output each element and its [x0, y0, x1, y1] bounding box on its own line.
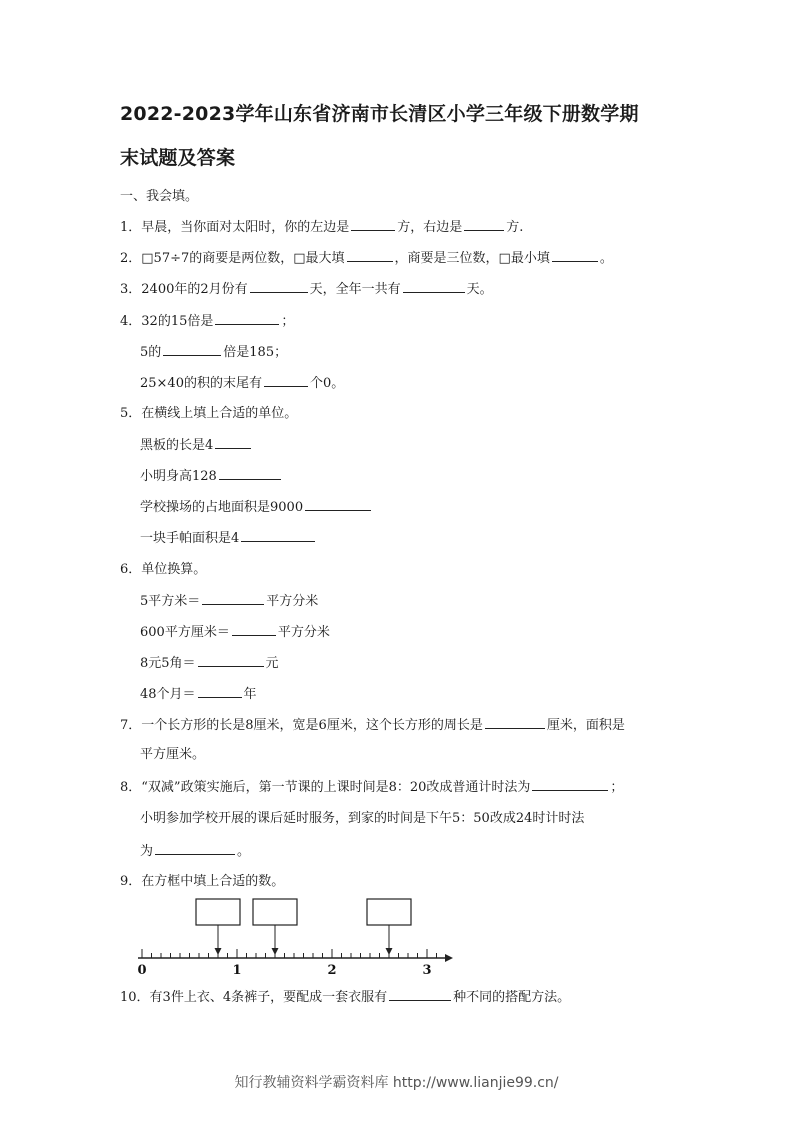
tick-label: 1 — [232, 963, 242, 978]
pointer-arrow-icon — [215, 948, 222, 955]
section-heading: 一、我会填。 — [120, 189, 199, 204]
question-6-b: 600平方厘米＝ 平方分米 — [140, 625, 330, 640]
question-4-c: 25×40的积的末尾有 个0。 — [140, 376, 345, 391]
answer-blank[interactable] — [532, 778, 608, 791]
question-6-d: 48个月＝ 年 — [140, 687, 257, 702]
tick-label: 2 — [327, 963, 337, 978]
question-5-b: 小明身高128 — [140, 467, 283, 486]
footer-watermark: 知行教辅资料学霸资料库 http://www.lianjie99.cn/ — [234, 1075, 559, 1091]
answer-blank[interactable] — [347, 249, 393, 262]
question-9: 9．在方框中填上合适的数。 — [120, 874, 285, 889]
answer-blank[interactable] — [219, 467, 281, 480]
answer-blank[interactable] — [552, 249, 598, 262]
answer-blank[interactable] — [485, 716, 545, 729]
question-4-b: 5的 倍是185； — [140, 345, 288, 360]
question-6: 6．单位换算。 — [120, 562, 207, 577]
pointer-arrow-icon — [272, 948, 279, 955]
answer-blank[interactable] — [163, 343, 221, 356]
answer-blank[interactable] — [241, 529, 315, 542]
question-5-d: 一块手帕面积是4 — [140, 529, 317, 548]
question-5: 5．在横线上填上合适的单位。 — [120, 406, 298, 421]
question-10: 10．有3件上衣、4条裤子，要配成一套衣服有 种不同的搭配方法。 — [120, 990, 571, 1005]
question-4: 4．32的15倍是 ； — [120, 314, 295, 329]
answer-blank[interactable] — [232, 623, 276, 636]
question-3: 3．2400年的2月份有 天，全年一共有 天。 — [120, 282, 493, 297]
question-2: 2．□57÷7的商要是两位数，□最大填 ，商要是三位数，□最小填 。 — [120, 251, 613, 266]
question-1: 1．早晨，当你面对太阳时，你的左边是 方，右边是 方. — [120, 220, 524, 235]
question-7-line-2: 平方厘米。 — [140, 747, 206, 762]
answer-blank[interactable] — [389, 988, 451, 1001]
question-8-line-3: 为 。 — [140, 844, 251, 859]
answer-blank[interactable] — [351, 218, 395, 231]
answer-blank[interactable] — [215, 436, 251, 449]
answer-blank[interactable] — [215, 312, 279, 325]
answer-blank[interactable] — [198, 685, 242, 698]
question-6-a: 5平方米＝ 平方分米 — [140, 594, 319, 609]
arrow-icon — [445, 954, 453, 962]
answer-box — [367, 899, 411, 925]
page-title — [120, 92, 680, 180]
answer-blank[interactable] — [464, 218, 504, 231]
pointer-arrow-icon — [386, 948, 393, 955]
question-7: 7．一个长方形的长是8厘米，宽是6厘米，这个长方形的周长是 厘米，面积是 — [120, 718, 625, 733]
answer-blank[interactable] — [264, 374, 308, 387]
answer-blank[interactable] — [305, 498, 371, 511]
title-line-2: 末试题及答案 — [120, 147, 236, 169]
tick-label: 3 — [422, 963, 432, 978]
number-line-figure — [134, 893, 464, 985]
question-5-c: 学校操场的占地面积是9000 — [140, 498, 373, 517]
question-8-line-2: 小明参加学校开展的课后延时服务，到家的时间是下午5：50改成24时计时法 — [140, 811, 585, 826]
answer-blank[interactable] — [202, 592, 264, 605]
question-6-c: 8元5角＝ 元 — [140, 656, 279, 671]
answer-blank[interactable] — [250, 280, 308, 293]
answer-box — [196, 899, 240, 925]
question-5-a: 黑板的长是4 — [140, 436, 253, 455]
answer-box — [253, 899, 297, 925]
answer-blank[interactable] — [155, 842, 235, 855]
tick-label: 0 — [137, 963, 147, 978]
title-line-1: 2022-2023学年山东省济南市长清区小学三年级下册数学期 — [120, 103, 639, 125]
answer-blank[interactable] — [198, 654, 264, 667]
question-8: 8．“双减”政策实施后，第一节课的上课时间是8：20改成普通计时法为 ； — [120, 780, 624, 795]
answer-blank[interactable] — [403, 280, 465, 293]
